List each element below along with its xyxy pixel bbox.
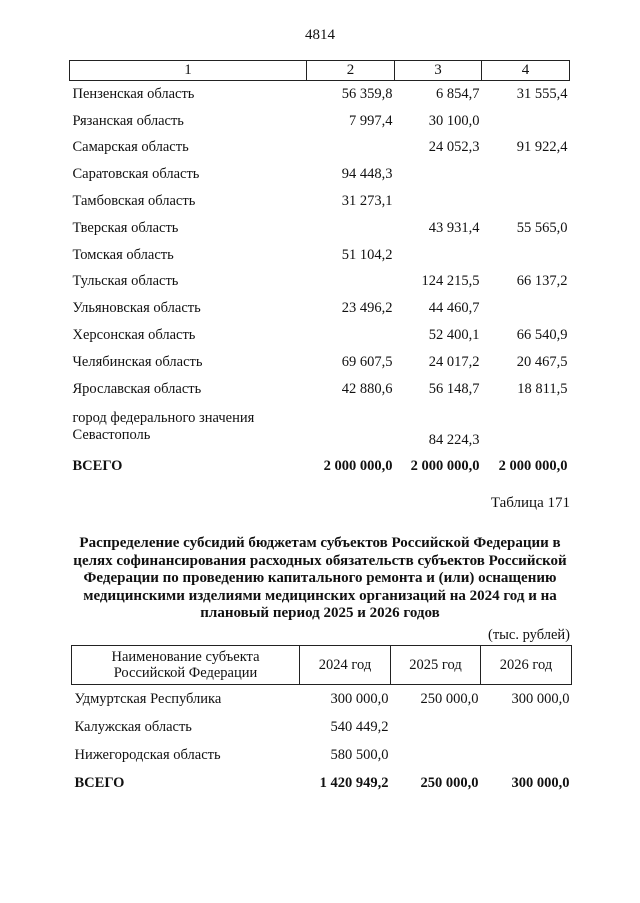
value-col4	[482, 295, 570, 322]
value-col3	[395, 161, 482, 188]
table-header-row	[72, 646, 572, 685]
table-row	[70, 81, 570, 108]
table-row	[70, 135, 570, 162]
value-2026	[481, 713, 572, 741]
value-col3: 24 017,2	[428, 353, 480, 370]
value-2024: 540 449,2	[330, 718, 389, 735]
region-name: Самарская область	[72, 139, 189, 156]
units-note: (тыс. рублей)	[488, 627, 570, 643]
subsidy-table-continued	[69, 60, 570, 482]
value-col2: 56 359,8	[341, 85, 393, 102]
region-name: Ярославская область	[72, 380, 202, 397]
value-col3: 24 052,3	[428, 139, 480, 156]
region-name: Саратовская область	[72, 166, 200, 183]
region-name: Нижегородская область	[74, 746, 221, 763]
column-header-1: 1	[70, 61, 307, 81]
table-row	[72, 713, 572, 741]
column-header-4: 4	[482, 61, 570, 81]
table-row	[72, 741, 572, 769]
table-row	[70, 108, 570, 135]
value-col3	[395, 188, 482, 215]
region-name: Челябинская область	[72, 353, 203, 370]
value-col3: 84 224,3	[428, 431, 480, 448]
region-name: Херсонская область	[72, 327, 196, 344]
total-row	[70, 452, 570, 482]
value-col2: 31 273,1	[341, 193, 393, 210]
value-2025	[391, 713, 481, 741]
region-name: Ульяновская область	[72, 300, 201, 317]
value-2024: 300 000,0	[330, 690, 389, 707]
subsidy-table-171	[71, 645, 572, 797]
page-number: 4814	[305, 27, 335, 43]
table-row	[70, 188, 570, 215]
total-label: ВСЕГО	[72, 458, 123, 475]
value-col3: 56 148,7	[428, 380, 480, 397]
total-label: ВСЕГО	[74, 774, 125, 791]
value-2025: 250 000,0	[420, 690, 479, 707]
table-row	[70, 403, 570, 452]
region-name: Пензенская область	[72, 85, 195, 102]
total-col3: 2 000 000,0	[410, 458, 480, 475]
column-header-2024: 2024 год	[300, 646, 391, 685]
value-col4: 66 540,9	[516, 327, 568, 344]
column-header-2026: 2026 год	[481, 646, 572, 685]
total-col2: 2 000 000,0	[323, 458, 393, 475]
total-row	[72, 769, 572, 797]
table-row	[70, 215, 570, 242]
value-col3: 6 854,7	[436, 85, 480, 102]
value-col2: 94 448,3	[341, 166, 393, 183]
value-col2	[307, 135, 395, 162]
total-col4: 2 000 000,0	[498, 458, 568, 475]
region-name: Тульская область	[72, 273, 179, 290]
value-2024: 580 500,0	[330, 746, 389, 763]
region-name: Калужская область	[74, 718, 192, 735]
table-row	[70, 242, 570, 269]
value-2026: 300 000,0	[511, 690, 570, 707]
column-header-2025: 2025 год	[391, 646, 481, 685]
table-caption: Распределение субсидий бюджетам субъектов Российской Федерации в целях софинансирования расходных обязательств субъектов Российской Федерации по проведению капитального ремонта и (или) оснащению медицинскими изделиями медицинских организаций на 2024 год и на плановый период 2025 и 2026 годов	[73, 535, 567, 621]
value-col4: 66 137,2	[516, 273, 568, 290]
table-row	[70, 269, 570, 296]
table-row	[70, 349, 570, 376]
table-number-label: Таблица 171	[490, 495, 570, 511]
region-name: Тамбовская область	[72, 193, 196, 210]
table-row	[70, 376, 570, 403]
value-col4	[482, 242, 570, 269]
value-col2	[307, 269, 395, 296]
value-col4	[482, 108, 570, 135]
value-col3: 52 400,1	[428, 327, 480, 344]
table-header-row	[70, 61, 570, 81]
value-col2	[307, 215, 395, 242]
value-2025	[391, 741, 481, 769]
total-2026: 300 000,0	[511, 774, 570, 791]
value-col4	[482, 403, 570, 452]
total-2024: 1 420 949,2	[319, 774, 389, 791]
column-header-3: 3	[395, 61, 482, 81]
table-row	[70, 161, 570, 188]
total-2025: 250 000,0	[420, 774, 479, 791]
value-col3: 124 215,5	[421, 273, 480, 290]
value-col3: 44 460,7	[428, 300, 480, 317]
column-header-2: 2	[307, 61, 395, 81]
value-col3: 30 100,0	[428, 112, 480, 129]
value-col4: 55 565,0	[516, 219, 568, 236]
table-row	[70, 322, 570, 349]
value-col4: 20 467,5	[516, 353, 568, 370]
value-col4: 18 811,5	[517, 380, 568, 397]
table-row	[72, 685, 572, 714]
value-col2: 69 607,5	[341, 353, 393, 370]
value-col3: 43 931,4	[428, 219, 480, 236]
region-name: Тверская область	[72, 219, 179, 236]
value-col2	[307, 403, 395, 452]
table-row	[70, 295, 570, 322]
value-col3	[395, 242, 482, 269]
value-col2	[307, 322, 395, 349]
value-col4	[482, 188, 570, 215]
value-col2: 42 880,6	[341, 380, 393, 397]
value-col4: 31 555,4	[516, 85, 568, 102]
region-name: Рязанская область	[72, 112, 184, 129]
value-col2: 7 997,4	[349, 112, 393, 129]
region-name: Удмуртская Республика	[74, 690, 222, 707]
region-name: Томская область	[72, 246, 174, 263]
value-2026	[481, 741, 572, 769]
value-col2: 23 496,2	[341, 300, 393, 317]
value-col2: 51 104,2	[341, 246, 393, 263]
value-col4: 91 922,4	[516, 139, 568, 156]
value-col4	[482, 161, 570, 188]
region-name: город федерального значения Севастополь	[72, 410, 255, 444]
column-header-subject: Наименование субъекта Российской Федерации	[72, 646, 300, 685]
